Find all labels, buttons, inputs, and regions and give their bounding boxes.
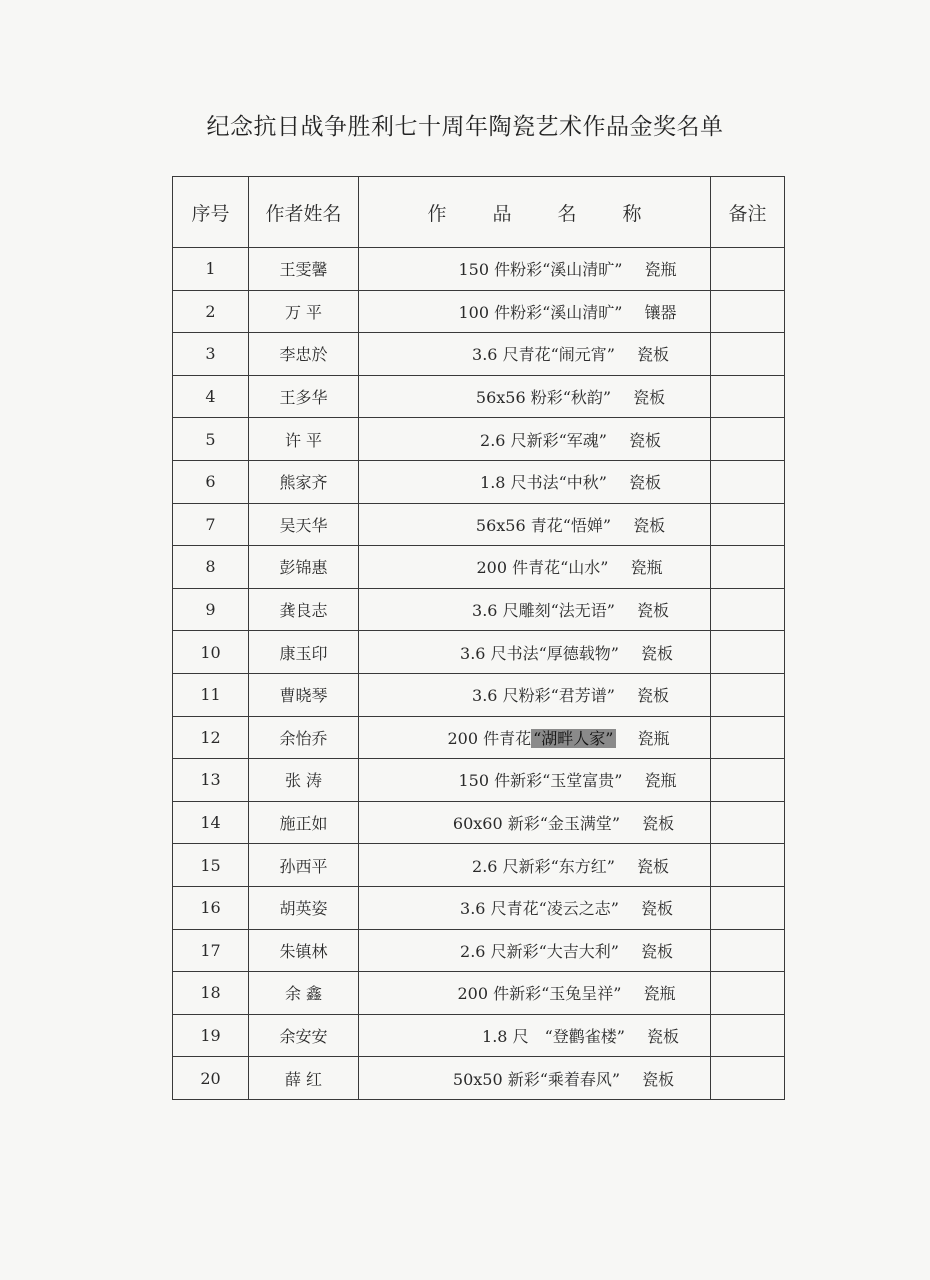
row-number: 16	[173, 886, 249, 929]
note-cell	[711, 503, 785, 546]
row-number: 7	[173, 503, 249, 546]
table-body	[173, 248, 785, 1100]
work-type: 瓷瓶	[637, 728, 670, 748]
author-name: 施正如	[249, 801, 359, 844]
author-name: 朱镇林	[249, 929, 359, 972]
note-cell	[711, 801, 785, 844]
row-number: 2	[173, 290, 249, 333]
author-name: 张 涛	[249, 759, 359, 802]
table-row	[173, 588, 785, 631]
author-name: 余安安	[249, 1014, 359, 1057]
work-type: 瓷板	[628, 473, 661, 493]
table-row	[173, 801, 785, 844]
work-title: 200 件青花“山水”	[476, 558, 609, 578]
table-row	[173, 759, 785, 802]
table-row	[173, 460, 785, 503]
table-row	[173, 290, 785, 333]
work-title: 1.8 尺 “登鹳雀楼”	[482, 1026, 625, 1046]
work-title: 200 件新彩“玉兔呈祥”	[457, 984, 622, 1004]
note-cell	[711, 759, 785, 802]
work-name-cell	[359, 1014, 711, 1057]
table-row	[173, 546, 785, 589]
table-row	[173, 972, 785, 1015]
author-name: 龚良志	[249, 588, 359, 631]
note-cell	[711, 673, 785, 716]
work-type: 瓷板	[642, 814, 675, 834]
work-title: 2.6 尺新彩“大吉大利”	[460, 941, 619, 961]
row-number: 18	[173, 972, 249, 1015]
work-type: 瓷瓶	[630, 558, 663, 578]
work-name-cell	[359, 503, 711, 546]
author-name: 万 平	[249, 290, 359, 333]
table-row	[173, 248, 785, 291]
work-type: 瓷板	[646, 1026, 679, 1046]
work-name-cell	[359, 673, 711, 716]
work-type: 瓷板	[636, 686, 669, 706]
work-title: 3.6 尺粉彩“君芳谱”	[472, 686, 615, 706]
work-title: 56x56 青花“悟婵”	[475, 515, 612, 535]
work-title: 200 件青花	[447, 728, 532, 748]
work-name-cell	[359, 333, 711, 376]
table-row	[173, 929, 785, 972]
work-name-cell	[359, 290, 711, 333]
row-number: 3	[173, 333, 249, 376]
work-type: 瓷板	[636, 345, 669, 365]
author-name: 胡英姿	[249, 886, 359, 929]
work-name-cell	[359, 929, 711, 972]
work-type: 瓷瓶	[644, 771, 677, 791]
work-name-cell	[359, 716, 711, 759]
work-name-cell	[359, 248, 711, 291]
author-name: 康玉印	[249, 631, 359, 674]
row-number: 19	[173, 1014, 249, 1057]
header-note: 备注	[711, 177, 785, 248]
row-number: 6	[173, 460, 249, 503]
row-number: 20	[173, 1057, 249, 1100]
author-name: 余 鑫	[249, 972, 359, 1015]
table-row	[173, 503, 785, 546]
highlighted-work-title: “湖畔人家”	[533, 728, 614, 748]
work-type: 瓷瓶	[643, 984, 676, 1004]
author-name: 吴天华	[249, 503, 359, 546]
note-cell	[711, 333, 785, 376]
note-cell	[711, 375, 785, 418]
table-row	[173, 631, 785, 674]
work-title: 100 件粉彩“溪山清旷”	[458, 302, 623, 322]
work-type: 瓷板	[640, 643, 673, 663]
work-title: 3.6 尺书法“厚德载物”	[460, 643, 619, 663]
work-type: 瓷板	[642, 1069, 675, 1089]
work-name-cell	[359, 546, 711, 589]
work-type: 瓷板	[640, 941, 673, 961]
table-row	[173, 673, 785, 716]
work-title: 60x60 新彩“金玉满堂”	[452, 814, 621, 834]
note-cell	[711, 886, 785, 929]
work-name-cell	[359, 375, 711, 418]
row-number: 13	[173, 759, 249, 802]
note-cell	[711, 290, 785, 333]
author-name: 曹晓琴	[249, 673, 359, 716]
work-title: 3.6 尺青花“闹元宵”	[472, 345, 615, 365]
page-title: 纪念抗日战争胜利七十周年陶瓷艺术作品金奖名单	[206, 114, 724, 140]
work-title: 150 件粉彩“溪山清旷”	[458, 260, 623, 280]
work-type: 瓷板	[636, 856, 669, 876]
work-name-cell	[359, 418, 711, 461]
row-number: 1	[173, 248, 249, 291]
header-number: 序号	[173, 177, 249, 248]
work-name-cell	[359, 886, 711, 929]
row-number: 14	[173, 801, 249, 844]
work-title: 3.6 尺雕刻“法无语”	[472, 601, 615, 621]
work-title: 2.6 尺新彩“军魂”	[480, 430, 607, 450]
table-row	[173, 333, 785, 376]
note-cell	[711, 972, 785, 1015]
table-row	[173, 716, 785, 759]
work-title: 50x50 新彩“乘着春风”	[452, 1069, 621, 1089]
note-cell	[711, 546, 785, 589]
note-cell	[711, 844, 785, 887]
work-type: 瓷板	[633, 388, 666, 408]
table-row	[173, 1057, 785, 1100]
award-table	[172, 176, 785, 1100]
work-type: 瓷板	[633, 515, 666, 535]
work-name-cell	[359, 759, 711, 802]
note-cell	[711, 631, 785, 674]
author-name: 李忠於	[249, 333, 359, 376]
work-title: 56x56 粉彩“秋韵”	[475, 388, 612, 408]
author-name: 熊家齐	[249, 460, 359, 503]
note-cell	[711, 929, 785, 972]
work-type: 瓷瓶	[644, 260, 677, 280]
header-work-name: 作 品 名 称	[359, 177, 711, 248]
author-name: 孙西平	[249, 844, 359, 887]
work-name-cell	[359, 972, 711, 1015]
work-name-cell	[359, 801, 711, 844]
work-name-cell	[359, 460, 711, 503]
work-name-cell	[359, 844, 711, 887]
table-row	[173, 418, 785, 461]
note-cell	[711, 418, 785, 461]
work-title: 2.6 尺新彩“东方红”	[472, 856, 615, 876]
author-name: 王雯馨	[249, 248, 359, 291]
work-title: 150 件新彩“玉堂富贵”	[458, 771, 623, 791]
work-name-cell	[359, 631, 711, 674]
note-cell	[711, 1057, 785, 1100]
author-name: 王多华	[249, 375, 359, 418]
table-row	[173, 1014, 785, 1057]
work-type: 瓷板	[636, 601, 669, 621]
row-number: 11	[173, 673, 249, 716]
table-row	[173, 375, 785, 418]
note-cell	[711, 588, 785, 631]
work-type: 瓷板	[628, 430, 661, 450]
author-name: 彭锦惠	[249, 546, 359, 589]
work-type: 瓷板	[640, 899, 673, 919]
header-author: 作者姓名	[249, 177, 359, 248]
note-cell	[711, 460, 785, 503]
row-number: 17	[173, 929, 249, 972]
author-name: 薛 红	[249, 1057, 359, 1100]
row-number: 15	[173, 844, 249, 887]
row-number: 10	[173, 631, 249, 674]
row-number: 8	[173, 546, 249, 589]
row-number: 12	[173, 716, 249, 759]
work-name-cell	[359, 1057, 711, 1100]
note-cell	[711, 248, 785, 291]
work-name-cell	[359, 588, 711, 631]
row-number: 9	[173, 588, 249, 631]
table-row	[173, 844, 785, 887]
author-name: 余怡乔	[249, 716, 359, 759]
note-cell	[711, 1014, 785, 1057]
row-number: 5	[173, 418, 249, 461]
note-cell	[711, 716, 785, 759]
table-row	[173, 886, 785, 929]
table-header-row	[173, 177, 785, 248]
work-type: 镶器	[644, 302, 677, 322]
row-number: 4	[173, 375, 249, 418]
work-title: 3.6 尺青花“凌云之志”	[460, 899, 619, 919]
author-name: 许 平	[249, 418, 359, 461]
work-title: 1.8 尺书法“中秋”	[480, 473, 607, 493]
